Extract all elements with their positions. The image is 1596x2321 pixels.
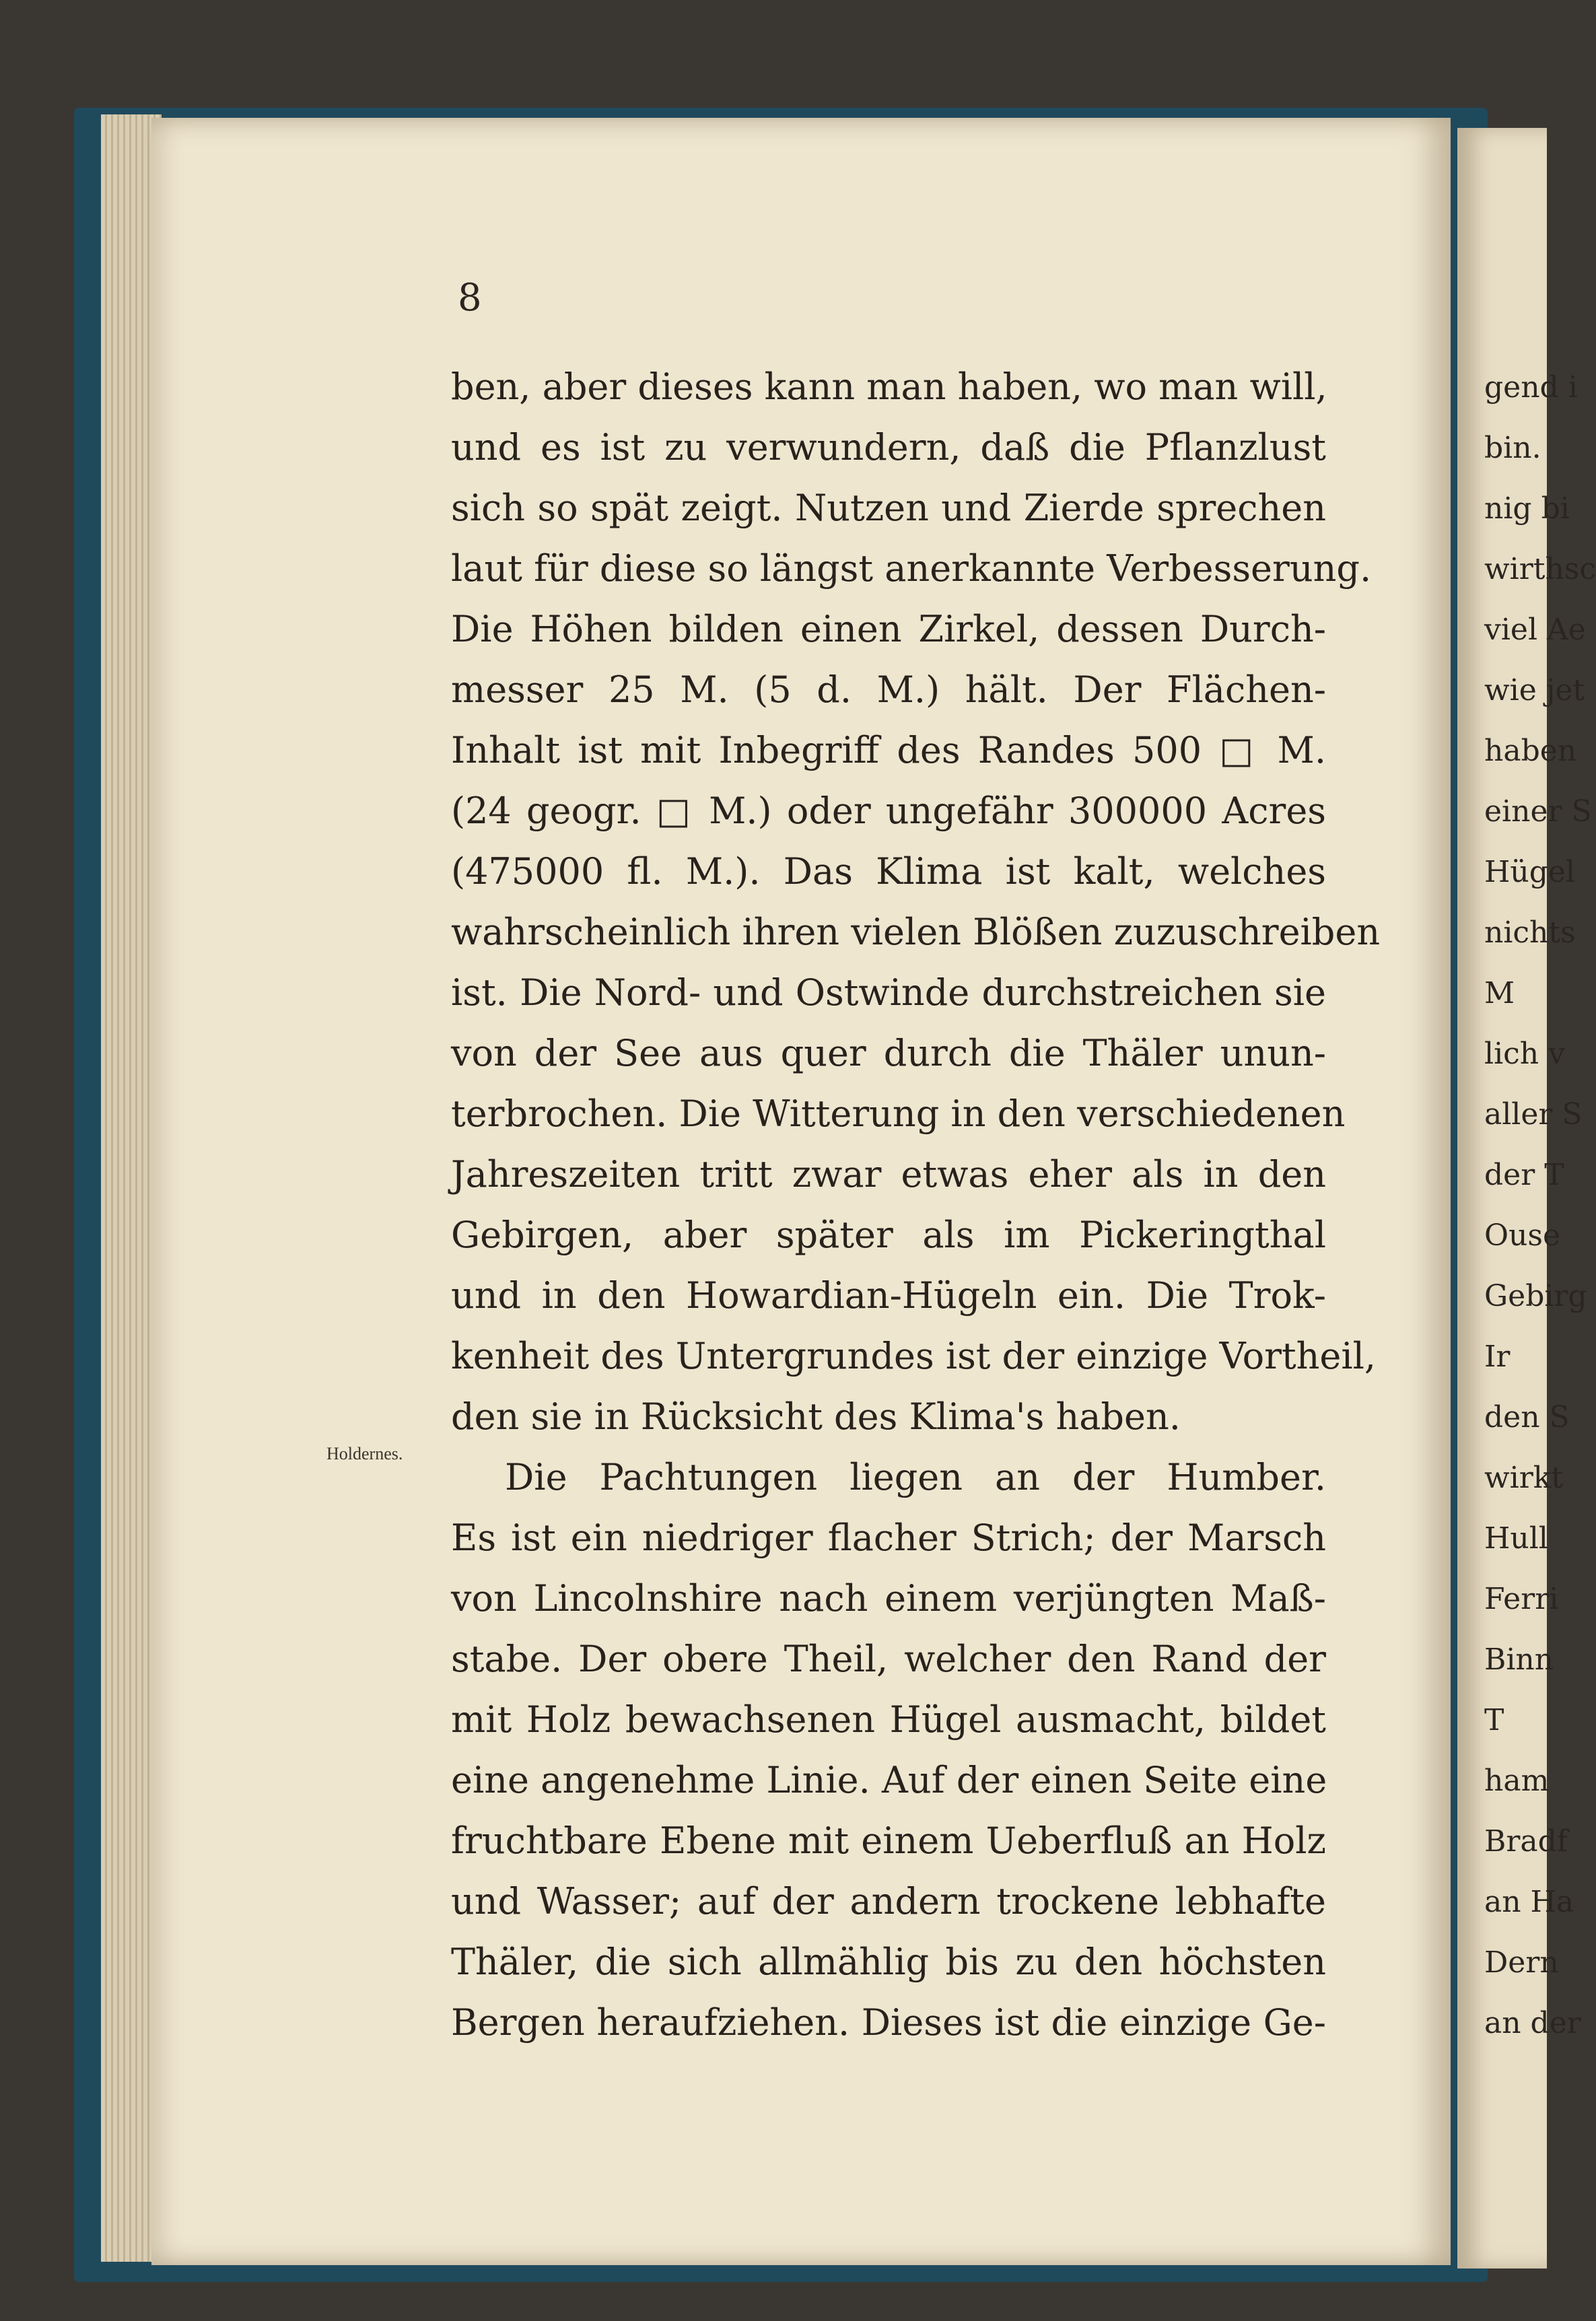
facing-fragment: ham — [1484, 1764, 1550, 1798]
body-text — [451, 357, 1381, 2053]
facing-fragment: gend i — [1484, 370, 1578, 405]
text-line: Thäler, die sich allmählig bis zu den höchsten — [451, 1941, 1326, 1983]
text-line: Jahreszeiten tritt zwar etwas eher als in den — [451, 1153, 1326, 1196]
facing-fragment: an der — [1484, 2006, 1581, 2040]
facing-fragment: nig bi — [1484, 491, 1570, 526]
text-line: Die Höhen bilden einen Zirkel, dessen Durch- — [451, 608, 1326, 650]
facing-fragment: wie jet — [1484, 673, 1585, 707]
text-line: von der See aus quer durch die Thäler unun- — [451, 1032, 1326, 1074]
facing-page — [1457, 128, 1596, 2268]
text-line: fruchtbare Ebene mit einem Ueberfluß an Holz — [451, 1820, 1326, 1862]
facing-fragment: nichts — [1484, 915, 1576, 950]
facing-fragment: einer S — [1484, 794, 1592, 829]
text-line: ist. Die Nord- und Ostwinde durchstreichen sie — [451, 971, 1326, 1014]
facing-fragment: Gebirg — [1484, 1279, 1587, 1313]
text-line: messer 25 M. (5 d. M.) hält. Der Flächen- — [451, 668, 1326, 711]
facing-fragment: aller S — [1484, 1097, 1583, 1132]
text-line: den sie in Rücksicht des Klima's haben. — [451, 1395, 1181, 1438]
facing-fragment: wirkt — [1484, 1461, 1564, 1495]
facing-fragment: haben — [1484, 734, 1577, 768]
margin-note: Holdernes. — [326, 1444, 403, 1463]
facing-fragment: Ferri — [1484, 1582, 1559, 1616]
text-line: und in den Howardian-Hügeln ein. Die Trok- — [451, 1274, 1326, 1317]
text-line: Es ist ein niedriger flacher Strich; der Marsch — [451, 1517, 1326, 1559]
text-line: (24 geogr. □ M.) oder ungefähr 300000 Acres — [451, 790, 1326, 832]
text-line: ben, aber dieses kann man haben, wo man will, — [451, 366, 1327, 408]
text-line: sich so spät zeigt. Nutzen und Zierde sprechen — [451, 487, 1326, 529]
text-line: Inhalt ist mit Inbegriff des Randes 500 □ M. — [451, 729, 1326, 771]
text-line: Bergen heraufziehen. Dieses ist die einzige Ge- — [451, 2001, 1326, 2044]
text-line: Gebirgen, aber später als im Pickeringthal — [451, 1214, 1326, 1256]
text-line: und Wasser; auf der andern trockene lebhafte — [451, 1880, 1326, 1922]
facing-fragment: den S — [1484, 1400, 1570, 1434]
text-line: mit Holz bewachsenen Hügel ausmacht, bildet — [451, 1698, 1326, 1741]
facing-fragment: wirthsc — [1484, 552, 1596, 586]
facing-fragment: Dern — [1484, 1945, 1559, 1980]
facing-fragment: lich v — [1484, 1037, 1565, 1071]
text-line: von Lincolnshire nach einem verjüngten Maß- — [451, 1577, 1326, 1620]
page-number: 8 — [458, 276, 482, 320]
facing-fragment: Binn — [1484, 1642, 1554, 1677]
text-line: eine angenehme Linie. Auf der einen Seite eine — [451, 1759, 1327, 1801]
text-line: terbrochen. Die Witterung in den verschiedenen — [451, 1093, 1346, 1135]
facing-fragment: Bradf — [1484, 1824, 1568, 1859]
text-line: laut für diese so längst anerkannte Verbesserung. — [451, 547, 1372, 590]
text-line: kenheit des Untergrundes ist der einzige Vortheil, — [451, 1335, 1377, 1377]
facing-fragment: T — [1484, 1703, 1504, 1737]
facing-fragment: an Ha — [1484, 1885, 1574, 1919]
text-line: Die Pachtungen liegen an der Humber. — [505, 1456, 1326, 1498]
facing-fragment: der T — [1484, 1158, 1564, 1192]
facing-fragment: Ouse — [1484, 1218, 1561, 1253]
facing-fragment: Hull — [1484, 1521, 1548, 1556]
facing-fragment: viel Ae — [1484, 613, 1586, 647]
text-line: und es ist zu verwundern, daß die Pflanzlust — [451, 426, 1326, 469]
facing-fragment: bin. — [1484, 431, 1541, 465]
facing-fragment: M — [1484, 976, 1515, 1010]
text-line: (475000 fl. M.). Das Klima ist kalt, welches — [451, 850, 1326, 893]
facing-fragment: Hügel — [1484, 855, 1575, 889]
facing-fragment: Ir — [1484, 1340, 1511, 1374]
text-line: stabe. Der obere Theil, welcher den Rand der — [451, 1638, 1326, 1680]
text-line: wahrscheinlich ihren vielen Blößen zuzuschreiben — [451, 911, 1381, 953]
